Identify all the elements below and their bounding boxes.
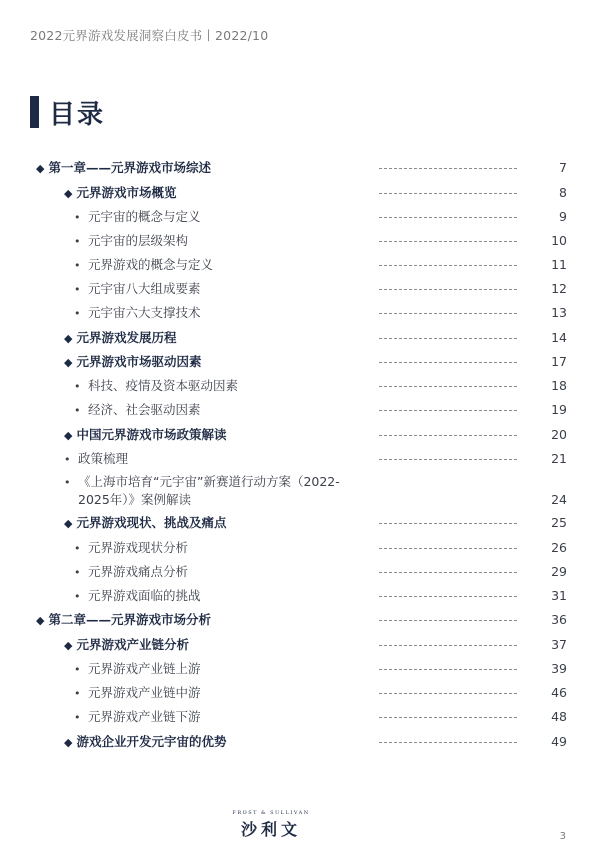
toc-entry-text: 元界游戏面临的挑战 (88, 588, 201, 603)
diamond-bullet-icon: ◆ (64, 332, 73, 345)
document-header: 2022元界游戏发展洞察白皮书丨2022/10 (30, 28, 269, 43)
toc-page-number: 18 (551, 378, 567, 393)
toc-entry-label (74, 540, 188, 557)
toc-entry-label (74, 402, 201, 419)
toc-dotted-leader (379, 241, 517, 242)
diamond-bullet-icon: ◆ (36, 162, 45, 175)
toc-page-number: 21 (551, 451, 567, 466)
logo-chinese-text: 沙利文 (240, 820, 301, 839)
title-accent-bar (30, 96, 39, 128)
toc-entry-label (74, 209, 201, 226)
dot-bullet-icon: • (74, 590, 81, 603)
diamond-bullet-icon: ◆ (64, 187, 73, 200)
toc-entry-label (74, 305, 201, 322)
toc-entry-text: 元界游戏的概念与定义 (88, 257, 214, 272)
toc-title-block (30, 96, 105, 128)
toc-entry-text: 元宇宙八大组成要素 (88, 281, 201, 296)
frost-sullivan-logo (231, 810, 311, 840)
dot-bullet-icon: • (74, 235, 81, 248)
dot-bullet-icon: • (74, 259, 81, 272)
toc-entry-text: 元界游戏产业链上游 (88, 661, 201, 676)
toc-entry-label (74, 233, 188, 250)
dot-bullet-icon: • (74, 211, 81, 224)
toc-dotted-leader (379, 289, 517, 290)
page-number: 3 (559, 831, 566, 842)
toc-entry-text: 元界游戏产业链中游 (88, 685, 201, 700)
toc-entry-text: 元界游戏市场驱动因素 (76, 354, 202, 369)
toc-page-number: 10 (551, 233, 567, 248)
toc-page-number: 17 (551, 354, 567, 369)
toc-entry-label (64, 515, 226, 532)
toc-dotted-leader (379, 168, 517, 169)
toc-page-number: 31 (551, 588, 567, 603)
toc-entry-text: 元宇宙的层级架构 (88, 233, 189, 248)
toc-entry-label (74, 685, 201, 702)
toc-dotted-leader (379, 217, 517, 218)
diamond-bullet-icon: ◆ (64, 517, 73, 530)
toc-dotted-leader (379, 362, 517, 363)
toc-entry-text: 经济、社会驱动因素 (88, 402, 201, 417)
toc-entry-label (74, 257, 213, 274)
toc-entry-text-continued: 2025年）》案例解读 (78, 492, 192, 507)
toc-dotted-leader (379, 548, 517, 549)
toc-page-number: 36 (551, 612, 567, 627)
toc-entry-label (74, 709, 201, 726)
toc-dotted-leader (379, 338, 517, 339)
toc-entry-text: 元界游戏产业链下游 (88, 709, 201, 724)
toc-dotted-leader (379, 265, 517, 266)
toc-entry-text: 元界游戏发展历程 (76, 330, 177, 345)
toc-dotted-leader (379, 717, 517, 718)
toc-entry-text: 元界游戏市场概览 (76, 185, 177, 200)
toc-dotted-leader (379, 645, 517, 646)
toc-entry-text: 元界游戏产业链分析 (76, 637, 189, 652)
toc-dotted-leader (379, 572, 517, 573)
toc-page-number: 8 (559, 185, 567, 200)
toc-page-number: 13 (551, 305, 567, 320)
toc-title: 目录 (49, 99, 106, 130)
toc-page-number: 20 (551, 427, 567, 442)
toc-entry-text: 元界游戏现状分析 (88, 540, 189, 555)
toc-page-number: 7 (559, 160, 567, 175)
toc-entry-text: 元宇宙的概念与定义 (88, 209, 201, 224)
dot-bullet-icon: • (74, 687, 81, 700)
diamond-bullet-icon: ◆ (64, 736, 73, 749)
toc-dotted-leader (379, 193, 517, 194)
toc-entry-label (36, 612, 211, 629)
toc-dotted-leader (379, 523, 517, 524)
dot-bullet-icon: • (74, 711, 81, 724)
toc-page-number: 26 (551, 540, 567, 555)
toc-entry-text: 中国元界游戏市场政策解读 (76, 427, 227, 442)
toc-page-number: 19 (551, 402, 567, 417)
toc-page-number: 25 (551, 515, 567, 530)
toc-dotted-leader (379, 313, 517, 314)
toc-entry-label (74, 661, 201, 678)
toc-dotted-leader (379, 669, 517, 670)
toc-page-number: 24 (551, 492, 567, 507)
toc-entry-text: 第一章——元界游戏市场综述 (48, 160, 211, 175)
toc-page-number: 46 (551, 685, 567, 700)
toc-entry-text: 第二章——元界游戏市场分析 (48, 612, 211, 627)
toc-page-number: 12 (551, 281, 567, 296)
toc-entry-text: 科技、疫情及资本驱动因素 (88, 378, 239, 393)
toc-entry-label (74, 378, 238, 395)
toc-entry-label (64, 330, 176, 347)
toc-entry-label (64, 451, 128, 468)
toc-dotted-leader (379, 742, 517, 743)
toc-page-number: 9 (559, 209, 567, 224)
dot-bullet-icon: • (64, 476, 71, 489)
toc-entry-text: 元界游戏现状、挑战及痛点 (76, 515, 227, 530)
dot-bullet-icon: • (74, 566, 81, 579)
dot-bullet-icon: • (74, 307, 81, 320)
toc-entry-text: 游戏企业开发元宇宙的优势 (76, 734, 227, 749)
toc-entry-text: 元界游戏痛点分析 (88, 564, 189, 579)
toc-entry-label (74, 281, 201, 298)
toc-entry-label (36, 160, 211, 177)
toc-page-number: 37 (551, 637, 567, 652)
toc-page-number: 39 (551, 661, 567, 676)
toc-page-number: 49 (551, 734, 567, 749)
toc-entry-label (74, 588, 201, 605)
toc-entry-label (64, 474, 340, 491)
toc-entry-label (64, 637, 189, 654)
dot-bullet-icon: • (74, 542, 81, 555)
toc-page-number: 14 (551, 330, 567, 345)
toc-entry-label (74, 564, 188, 581)
toc-page-number: 11 (551, 257, 567, 272)
logo-english-text: FROST & SULLIVAN (232, 810, 310, 816)
diamond-bullet-icon: ◆ (64, 356, 73, 369)
toc-dotted-leader (379, 693, 517, 694)
toc-dotted-leader (379, 435, 517, 436)
diamond-bullet-icon: ◆ (64, 639, 73, 652)
toc-dotted-leader (379, 410, 517, 411)
toc-entry-label (64, 427, 226, 444)
toc-entry-text: 元宇宙六大支撑技术 (88, 305, 201, 320)
toc-entry-label (64, 354, 201, 371)
toc-dotted-leader (379, 620, 517, 621)
dot-bullet-icon: • (64, 453, 71, 466)
toc-dotted-leader (379, 596, 517, 597)
toc-page-number: 29 (551, 564, 567, 579)
toc-dotted-leader (379, 459, 517, 460)
toc-entry-label (64, 734, 226, 751)
dot-bullet-icon: • (74, 380, 81, 393)
diamond-bullet-icon: ◆ (64, 429, 73, 442)
toc-entry-text: 《上海市培育“元宇宙”新赛道行动方案（2022- (78, 474, 340, 489)
toc-entry-text: 政策梳理 (78, 451, 129, 466)
toc-dotted-leader (379, 386, 517, 387)
dot-bullet-icon: • (74, 404, 81, 417)
diamond-bullet-icon: ◆ (36, 614, 45, 627)
toc-page-number: 48 (551, 709, 567, 724)
dot-bullet-icon: • (74, 283, 81, 296)
toc-entry-label (64, 185, 176, 202)
dot-bullet-icon: • (74, 663, 81, 676)
